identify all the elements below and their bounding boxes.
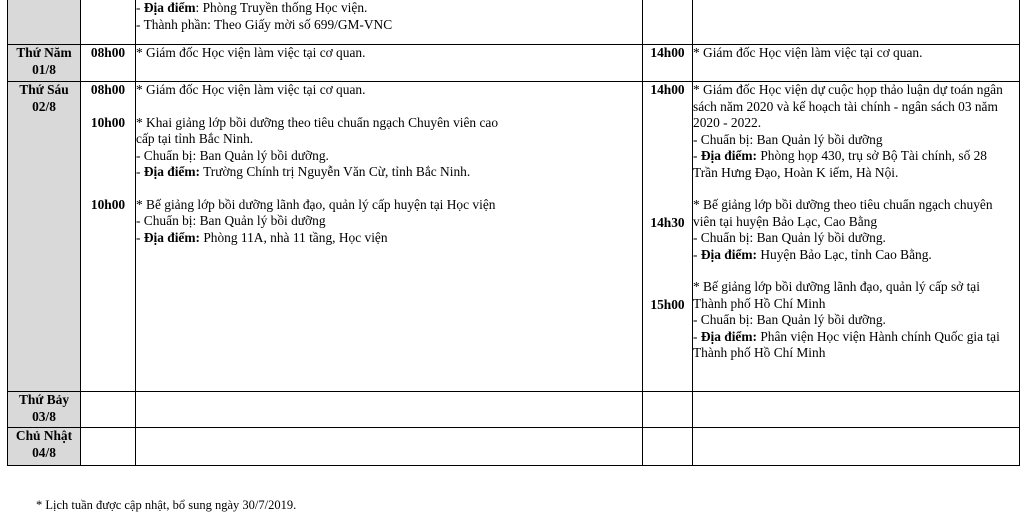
list-item: - Địa điểm: Huyện Bảo Lạc, tỉnh Cao Bằng. <box>693 246 932 262</box>
time-cell <box>643 0 693 45</box>
event-time: 14h00 <box>650 45 685 60</box>
time-cell <box>81 428 136 466</box>
list-item: - Địa điểm: Trường Chính trị Nguyễn Văn Cừ, tỉnh Bắc Ninh. <box>136 164 471 179</box>
event-time: 15h00 <box>650 297 685 312</box>
location-label: Địa điểm <box>143 0 196 15</box>
event-time: 10h00 <box>90 197 126 212</box>
list-item: - Thành phần: Theo Giấy mời số 699/GM-VNC <box>136 16 393 32</box>
event-text: 2020 - 2022. <box>693 115 762 130</box>
day-name: Thứ Bảy <box>18 392 70 407</box>
day-date: 01/8 <box>32 61 56 77</box>
event-prep: - Chuẩn bị: Ban Quản lý bồi dưỡng <box>693 131 883 147</box>
time-cell <box>643 45 693 82</box>
table-row <box>8 428 1020 466</box>
table-row <box>8 392 1020 428</box>
day-name: Thứ Năm <box>16 45 72 60</box>
event-prep: - Chuẩn bị: Ban Quản lý bồi dưỡng <box>136 213 326 228</box>
location-label: Địa điểm: <box>700 328 757 344</box>
event-time: 10h00 <box>90 114 126 130</box>
event-prep: - Chuẩn bị: Ban Quản lý bồi dưỡng. <box>693 230 886 245</box>
day-cell <box>8 0 81 45</box>
morning-content <box>136 45 643 82</box>
location-label: Địa điểm: <box>700 246 757 262</box>
location-text: Huyện Bảo Lạc, tỉnh Cao Bằng. <box>756 246 932 262</box>
afternoon-content <box>693 392 1020 428</box>
time-cell <box>81 392 136 428</box>
day-name: Chủ Nhật <box>15 428 73 443</box>
weekly-schedule-table <box>7 0 1020 466</box>
location-text: Phòng 11A, nhà 11 tầng, Học viện <box>199 229 388 245</box>
location-label: Địa điểm: <box>143 164 200 179</box>
table-row <box>8 0 1020 45</box>
afternoon-content <box>693 428 1020 466</box>
event-text: cấp tại tỉnh Bắc Ninh. <box>136 131 254 146</box>
event-text: * Bế giảng lớp bồi dưỡng theo tiêu chuẩn ngạch chuyên <box>693 197 993 212</box>
event-text: sách năm 2020 và kế hoạch tài chính - ngân sách 03 năm <box>693 98 998 114</box>
location-text: Trần Hưng Đạo, Hoàn K iếm, Hà Nội. <box>693 164 899 180</box>
afternoon-content <box>693 45 1020 82</box>
list-item: - Địa điểm: Phân viện Học viện Hành chính Quốc gia tại <box>693 328 1000 344</box>
event-text: * Giám đốc Học viện làm việc tại cơ quan. <box>136 82 366 97</box>
morning-content <box>136 428 643 466</box>
event-text: * Giám đốc Học viện làm việc tại cơ quan. <box>693 45 923 60</box>
time-cell <box>643 392 693 428</box>
list-item: - Địa điểm: Phòng 11A, nhà 11 tầng, Học viện <box>136 229 388 245</box>
day-cell-thursday <box>8 45 81 82</box>
time-cell <box>81 0 136 45</box>
location-text: Phòng họp 430, trụ sở Bộ Tài chính, số 28 <box>756 148 987 163</box>
afternoon-content <box>693 82 1020 392</box>
event-time: 08h00 <box>90 82 126 97</box>
morning-content <box>136 82 643 392</box>
footnote: * Lịch tuần được cập nhật, bổ sung ngày 30/7/2019. <box>36 498 297 512</box>
list-item: - Địa điểm: Phòng Truyền thống Học viện. <box>136 0 368 15</box>
event-text: viên tại huyện Bảo Lạc, Cao Bằng <box>693 213 878 229</box>
event-time: 14h00 <box>650 82 685 97</box>
location-text: : Phòng Truyền thống Học viện. <box>195 0 368 15</box>
location-text: Trường Chính trị Nguyễn Văn Cừ, tỉnh Bắc Ninh. <box>199 164 471 179</box>
event-text: * Bế giảng lớp bồi dưỡng lãnh đạo, quản lý cấp sở tại <box>693 279 980 294</box>
location-text: Thành phố Hồ Chí Minh <box>693 345 826 360</box>
event-time: 08h00 <box>90 45 126 60</box>
location-label: Địa điểm: <box>143 229 200 245</box>
day-date: 04/8 <box>32 444 56 460</box>
day-cell-saturday <box>8 392 81 428</box>
day-cell-friday <box>8 82 81 392</box>
time-cell <box>643 428 693 466</box>
afternoon-content <box>693 0 1020 45</box>
event-text: * Giám đốc Học viện làm việc tại cơ quan. <box>136 45 366 60</box>
table-row <box>8 45 1020 82</box>
table-row <box>8 82 1020 392</box>
event-prep: - Chuẩn bị: Ban Quản lý bồi dưỡng. <box>693 312 886 327</box>
day-date: 02/8 <box>32 98 56 114</box>
event-prep: - Chuẩn bị: Ban Quản lý bồi dưỡng. <box>136 147 329 163</box>
location-label: Địa điểm: <box>700 148 757 163</box>
morning-content <box>136 0 643 45</box>
location-text: Phân viện Học viện Hành chính Quốc gia tại <box>756 328 1000 344</box>
morning-content <box>136 392 643 428</box>
event-text: Thành phố Hồ Chí Minh <box>693 295 826 311</box>
participants-text: Thành phần: Theo Giấy mời số 699/GM-VNC <box>143 16 393 32</box>
day-cell-sunday <box>8 428 81 466</box>
time-cell <box>81 45 136 82</box>
event-text: * Bế giảng lớp bồi dưỡng lãnh đạo, quản lý cấp huyện tại Học viện <box>136 196 496 212</box>
list-item: - Địa điểm: Phòng họp 430, trụ sở Bộ Tài chính, số 28 <box>693 148 987 163</box>
event-text: * Giám đốc Học viện dự cuộc họp thảo luận dự toán ngân <box>693 82 1003 97</box>
day-name: Thứ Sáu <box>19 82 69 97</box>
time-cell <box>81 82 136 392</box>
event-time: 14h30 <box>650 214 685 230</box>
day-date: 03/8 <box>32 408 56 424</box>
event-text: * Khai giảng lớp bồi dưỡng theo tiêu chuẩn ngạch Chuyên viên cao <box>136 114 499 130</box>
time-cell <box>643 82 693 392</box>
